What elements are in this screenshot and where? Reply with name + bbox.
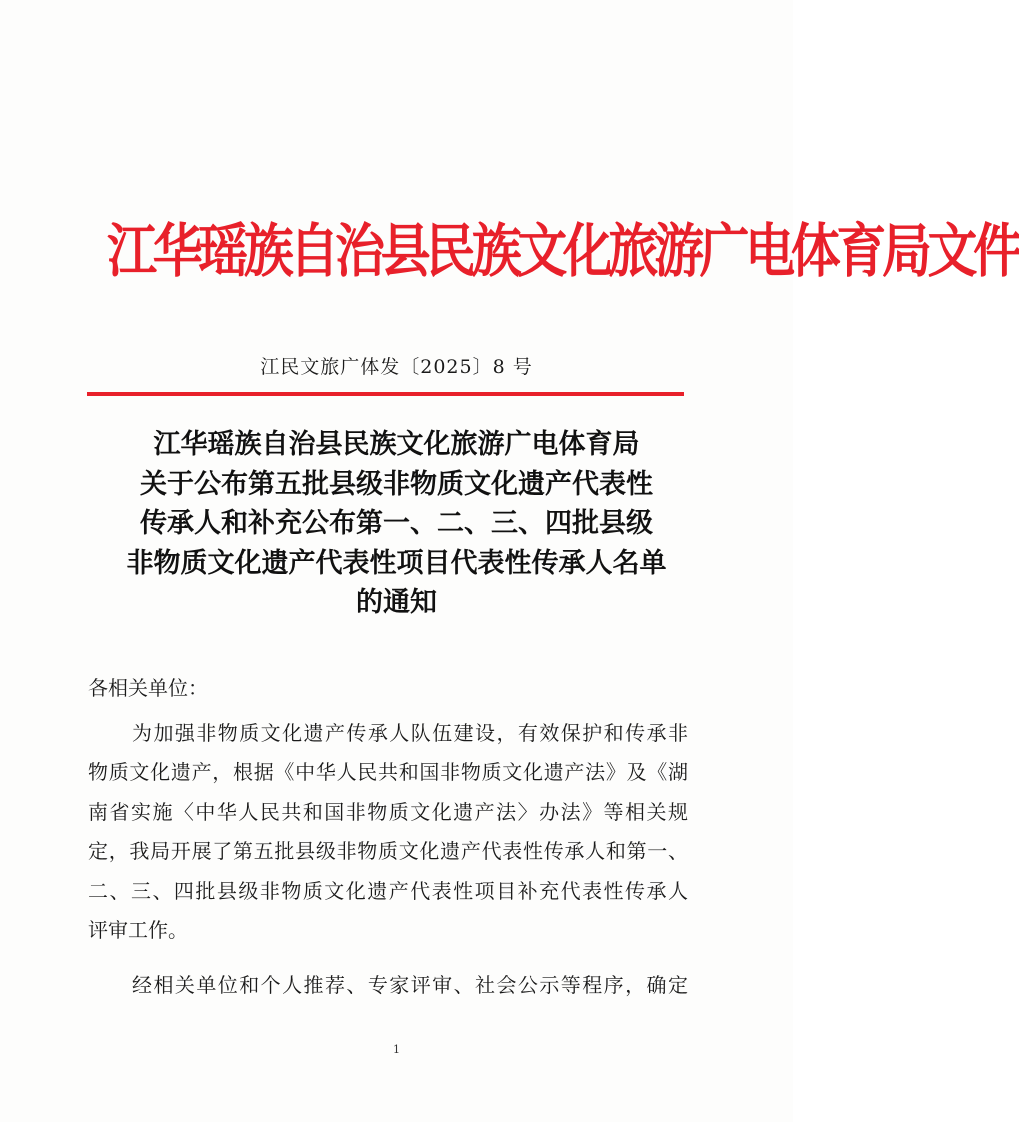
paragraph-line: 二、三、四批县级非物质文化遗产代表性项目补充代表性传承人 xyxy=(88,878,688,903)
paragraph-line: 物质文化遗产，根据《中华人民共和国非物质文化遗产法》及《湖 xyxy=(88,760,688,785)
paragraph-line: 经相关单位和个人推荐、专家评审、社会公示等程序，确定 xyxy=(132,973,688,997)
paragraph-line: 南省实施〈中华人民共和国非物质文化遗产法〉办法》等相关规 xyxy=(88,799,688,824)
notice-title-line: 关于公布第五批县级非物质文化遗产代表性 xyxy=(140,468,653,500)
paragraph-line: 评审工作。 xyxy=(88,917,188,942)
paragraph-line: 为加强非物质文化遗产传承人队伍建设，有效保护和传承非 xyxy=(132,721,688,745)
document-number: 江民文旅广体发〔2025〕8 号 xyxy=(260,356,533,378)
notice-title xyxy=(80,425,713,623)
notice-title-line: 传承人和补充公布第一、二、三、四批县级 xyxy=(140,508,653,539)
salutation: 各相关单位： xyxy=(88,676,208,700)
body-paragraph-1 xyxy=(88,714,688,950)
notice-title-line: 江华瑶族自治县民族文化旅游广电体育局 xyxy=(153,429,640,460)
notice-title-line: 非物质文化遗产代表性项目代表性传承人名单 xyxy=(126,547,667,579)
red-divider-line xyxy=(87,392,684,396)
notice-title-line: 的通知 xyxy=(356,587,437,618)
body-paragraph-2 xyxy=(88,966,688,1005)
page-number: 1 xyxy=(393,1043,400,1056)
paragraph-line: 定，我局开展了第五批县级非物质文化遗产代表性传承人和第一、 xyxy=(88,839,688,864)
issuer-banner: 江华瑶族自治县民族文化旅游广电体育局文件 xyxy=(107,217,1019,285)
